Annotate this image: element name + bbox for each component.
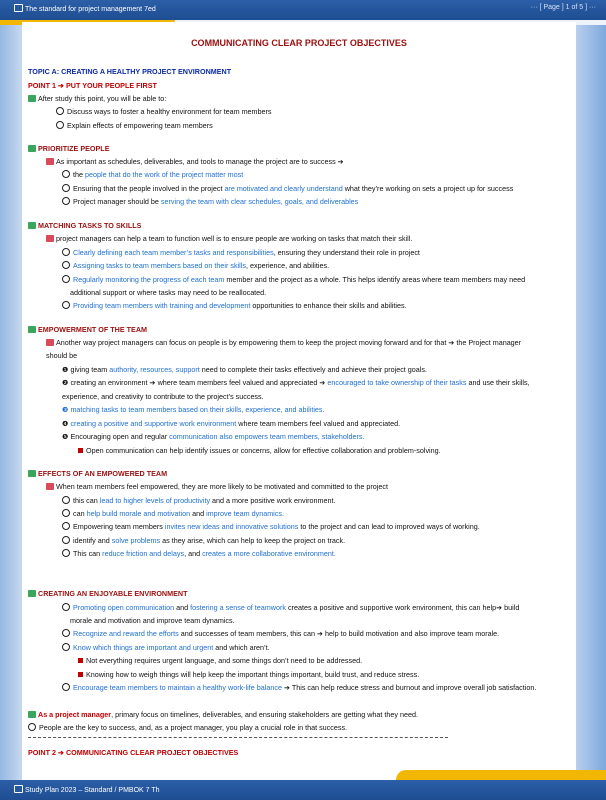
document-icon (14, 4, 23, 12)
vertical-scrollbar[interactable] (576, 25, 606, 780)
matching-line-4: Regularly monitoring the progress of each team member and the project as a whole. This helps identify areas where team members may need (62, 275, 525, 284)
window-title (14, 4, 156, 13)
matching-line-1: project managers can help a team to function well is to ensure people are working on tasks that match their skill. (46, 234, 412, 243)
heading-prioritize: PRIORITIZE PEOPLE (28, 144, 110, 153)
effects-line-5: identify and solve problems as they arise, which can help to keep the project on track. (62, 536, 345, 545)
effects-line-4: Empowering team members invites new ideas and innovative solutions to the project and can lead to improved ways of working. (62, 522, 480, 531)
page-indicator: ··· [ Page ] 1 of 5 ] ··· (530, 4, 596, 11)
matching-line-3: Assigning tasks to team members based on their skills, experience, and abilities. (62, 261, 329, 270)
book-icon (28, 95, 36, 102)
bullet-icon (62, 197, 70, 205)
bullet-icon (62, 536, 70, 544)
matching-line-5: Providing team members with training and development opportunities to enhance their skills and abilities. (62, 301, 407, 310)
heading-matching: MATCHING TASKS TO SKILLS (28, 221, 141, 230)
decor-stripe-bottom (396, 770, 606, 780)
title-bar (0, 0, 606, 20)
prioritize-line-4: Project manager should be serving the team with clear schedules, goals, and deliverables (62, 197, 358, 206)
empowerment-item-5: ❺ Encouraging open and regular communication also empowers team members, stakeholders. (62, 432, 365, 441)
bullet-icon (62, 275, 70, 283)
enjoyable-line-3: Know which things are important and urgent and which aren’t. (62, 643, 270, 652)
empowerment-item-2b: experience, and creativity to contribute to the project’s success. (62, 392, 264, 401)
enjoyable-line-4: Encourage team members to maintain a healthy work-life balance ➔ This can help reduce stress and burnout and improve overall job satisfaction. (62, 683, 536, 692)
enjoyable-sub-1: Not everything requires urgent language, and some things don’t need to be addressed. (78, 656, 362, 665)
document-icon (14, 785, 23, 793)
window-title-text: The standard for project management 7ed (25, 6, 156, 13)
document-page (22, 22, 576, 780)
enjoyable-line-1b: morale and motivation and improve team dynamics. (70, 616, 235, 625)
book-icon (28, 222, 36, 229)
bullet-icon (28, 723, 36, 731)
objective-1: Discuss ways to foster a healthy environment for team members (56, 107, 272, 116)
square-bullet-icon (78, 672, 83, 677)
note-icon (46, 158, 54, 165)
objective-2: Explain effects of empowering team members (56, 121, 213, 130)
document-title: COMMUNICATING CLEAR PROJECT OBJECTIVES (191, 38, 407, 48)
prioritize-line-3: Ensuring that the people involved in the project are motivated and clearly understand what they’re working on sets a project up for success (62, 184, 513, 193)
book-icon (28, 711, 36, 718)
matching-line-2: Clearly defining each team member’s tasks and responsibilities, ensuring they understand their role in project (62, 248, 420, 257)
empowerment-line-1: Another way project managers can focus on people is by empowering them to keep the project moving forward and for that ➔ the Project manager (46, 338, 521, 347)
note-icon (46, 235, 54, 242)
heading-enjoyable: CREATING AN ENJOYABLE ENVIRONMENT (28, 589, 188, 598)
note-icon (46, 483, 54, 490)
bullet-icon (62, 549, 70, 557)
section-divider (28, 737, 448, 738)
empowerment-line-1b: should be (46, 351, 78, 360)
book-icon (28, 326, 36, 333)
bullet-icon (62, 643, 70, 651)
footer-text: Study Plan 2023 – Standard / PMBOK 7 Th (25, 787, 160, 794)
bullet-icon (62, 629, 70, 637)
bullet-icon (62, 170, 70, 178)
enjoyable-line-1: Promoting open communication and fostering a sense of teamwork creates a positive and supportive work environment, this can help➔ build (62, 603, 519, 612)
enjoyable-line-2: Recognize and reward the efforts and successes of team members, this can ➔ help to build motivation and also improve team morale. (62, 629, 499, 638)
point-2-heading: POINT 2 ➔ COMMUNICATING CLEAR PROJECT OBJECTIVES (28, 748, 239, 757)
heading-effects: EFFECTS OF AN EMPOWERED TEAM (28, 469, 167, 478)
topic-heading: TOPIC A: CREATING A HEALTHY PROJECT ENVIRONMENT (28, 67, 232, 76)
empowerment-item-4: ❹ creating a positive and supportive work environment where team members feel valued and appreciated. (62, 419, 401, 428)
square-bullet-icon (78, 448, 83, 453)
empowerment-subitem: Open communication can help identify issues or concerns, allow for effective collaboration and problem-solving. (78, 446, 441, 455)
bullet-icon (62, 509, 70, 517)
effects-line-1: When team members feel empowered, they are more likely to be motivated and committed to the project (46, 482, 388, 491)
intro-line: After study this point, you will be able to: (28, 94, 166, 103)
bullet-icon (62, 184, 70, 192)
prioritize-line-1: As important as schedules, deliverables, and tools to manage the project are to success ➔ (46, 157, 344, 166)
effects-line-2: this can lead to higher levels of productivity and a more positive work environment. (62, 496, 336, 505)
bullet-icon (62, 261, 70, 269)
bullet-icon (56, 121, 64, 129)
book-icon (28, 145, 36, 152)
effects-line-3: can help build morale and motivation and improve team dynamics. (62, 509, 284, 518)
empowerment-item-1: ❶ giving team authority, resources, support need to complete their tasks effectively and achieve their project goals. (62, 365, 427, 374)
bullet-icon (62, 248, 70, 256)
square-bullet-icon (78, 658, 83, 663)
status-bar (0, 780, 606, 800)
effects-line-6: This can reduce friction and delays, and creates a more collaborative environment. (62, 549, 336, 558)
book-icon (28, 590, 36, 597)
bullet-icon (62, 496, 70, 504)
conclusion-2: People are the key to success, and, as a project manager, you play a crucial role in that success. (28, 723, 347, 732)
heading-empowerment: EMPOWERMENT OF THE TEAM (28, 325, 147, 334)
point-1-heading: POINT 1 ➔ PUT YOUR PEOPLE FIRST (28, 81, 157, 90)
conclusion-1: As a project manager, primary focus on timelines, deliverables, and ensuring stakeholders are getting what they need. (28, 710, 418, 719)
bullet-icon (56, 107, 64, 115)
prioritize-line-2: the people that do the work of the project matter most (62, 170, 243, 179)
enjoyable-sub-2: Knowing how to weigh things will help keep the important things important, build trust, and reduce stress. (78, 670, 419, 679)
matching-line-4b: additional support or where tasks may need to be reallocated. (70, 288, 267, 297)
note-icon (46, 339, 54, 346)
bullet-icon (62, 683, 70, 691)
empowerment-item-2: ❷ creating an environment ➔ where team members feel valued and appreciated ➔ encouraged to take ownership of their tasks and use their skills, (62, 378, 530, 387)
book-icon (28, 470, 36, 477)
bullet-icon (62, 603, 70, 611)
bullet-icon (62, 301, 70, 309)
empowerment-item-3: ❸ matching tasks to team members based on their skills, experience, and abilities. (62, 405, 325, 414)
bullet-icon (62, 522, 70, 530)
